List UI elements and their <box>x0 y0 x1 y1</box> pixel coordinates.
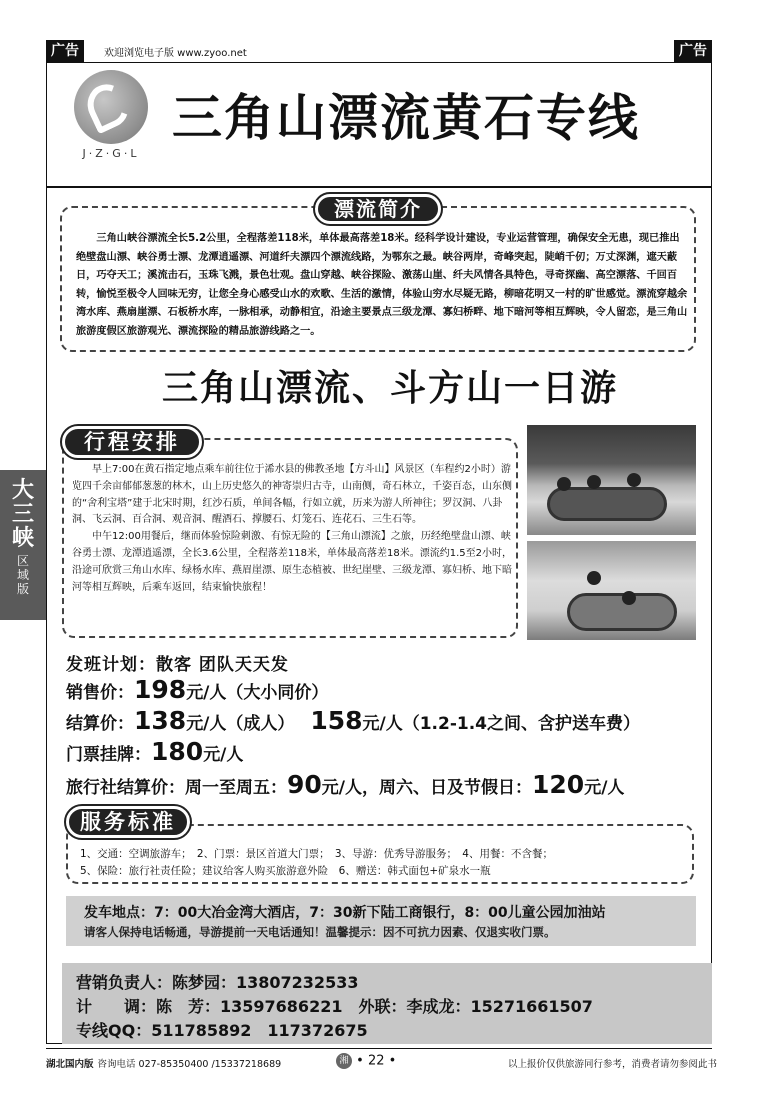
departure-note: 请客人保持电话畅通，导游提前一天电话通知！温馨提示：因不可抗力因素、仅退实收门票。 <box>84 925 556 939</box>
agency-weekday-value: 90 <box>287 770 322 799</box>
page-number <box>336 1053 416 1069</box>
intro-heading: 漂流简介 <box>315 194 441 224</box>
sale-price-label: 销售价： <box>66 683 134 703</box>
footer-phone[interactable]: 咨询电话 027-85350400 /15337218689 <box>97 1059 282 1070</box>
intro-body: 三角山峡谷漂流全长5.2公里，全程落差118米，单体最高落差18米。经科学设计建设，专业运营管理，确保安全无患，现已推出绝壁盘山漂、峡谷勇士漂、龙潭逍遥漂、河道纤夫漂四个漂流线路，为鄂东之最。峡谷两岸，奇峰突起，陡峭千仞；万丈深渊，遮天蔽日，巧夺天工；溪流击石，玉珠飞溅，景色壮观。盘山穿越、峡谷探险、激荡山崖、纤夫风情各具特色，寻奇探幽、高空漂落、千回百转，愉悦至极令人回味无穷，让您全身心感受山水的欢歌、生活的激情，体验山穷水尽疑无路，柳暗花明又一村的旷世感觉。漂流穿越余湾水库、燕扇崖漂、石板桥水库，一脉相承，动静相宜，沿途主要景点三级龙潭、寡妇桥畔、地下暗河等相互辉映，令人留恋，是三角山旅游度假区旅游观光、漂流探险的精品旅游线路之一。 <box>76 233 688 337</box>
rafter-figure <box>557 477 571 491</box>
ticket-price-label: 门票挂牌： <box>66 745 151 765</box>
contact-planner[interactable]: 计 调：陈 芳：13597686221 外联：李成龙：15271661507 <box>76 997 593 1016</box>
service-body <box>80 846 692 880</box>
raft-shape <box>547 487 667 521</box>
settle-adult-value: 138 <box>134 706 187 735</box>
contact-qq[interactable]: 专线QQ：511785892 117372675 <box>76 1021 368 1040</box>
title-divider <box>46 186 712 188</box>
settle-price-label: 结算价： <box>66 714 134 734</box>
settle-adult-suffix: 元/人（成人） <box>186 714 295 734</box>
logo-text: J·Z·G·L <box>82 147 140 160</box>
itinerary-paragraph-1: 早上7:00在黄石指定地点乘车前往位于浠水县的佛教圣地【方斗山】风景区（车程约2小时）游览四千余亩郁郁葱葱的林木，山上历史悠久的神寄崇归古寺，山南侧，奇石林立，千姿百态，山东侧的“舍利宝塔”建于北宋时期，红沙石质，单间各幅，行如立就，历来为游人所神往；罗汉洞、八卦洞、飞云洞、百合洞、观音洞、醒酒石、撑腰石、灯笼石、连花石、三生石等。 <box>72 464 512 526</box>
tour-title: 三角山漂流、斗方山一日游 <box>161 368 618 409</box>
sidebar-subtitle: 区域版 <box>16 554 29 596</box>
ticket-price-line <box>66 737 243 766</box>
service-line-1: 1、交通：空调旅游车； 2、门票：景区首道大门票； 3、导游：优秀导游服务； 4、用餐：不含餐； <box>80 848 553 860</box>
settle-child-value: 158 <box>310 706 363 735</box>
sale-price-suffix: 元/人（大小同价） <box>186 683 329 703</box>
service-heading: 服务标准 <box>66 806 190 838</box>
welcome-text[interactable]: 欢迎浏览电子版 www.zyoo.net <box>104 48 247 59</box>
contact-marketing[interactable]: 营销负责人：陈梦园：13807232533 <box>76 973 359 992</box>
footer-region: 湖北国内版 <box>46 1059 94 1070</box>
schedule-line: 发班计划：散客 团队天天发 <box>66 655 289 675</box>
page-number-text: • 22 • <box>356 1053 397 1069</box>
page-title: 三角山漂流黄石专线 <box>172 88 640 147</box>
agency-weekend-value: 120 <box>532 770 585 799</box>
ticket-price-value: 180 <box>151 737 204 766</box>
service-line-2: 5、保险：旅行社责任险；建议给客人购买旅游意外险 6、赠送：韩式面包+矿泉水一瓶 <box>80 865 491 877</box>
rafter-figure <box>587 571 601 585</box>
agency-price-suffix: 元/人 <box>584 778 625 798</box>
sale-price-value: 198 <box>134 675 187 704</box>
page-badge-icon: 湘 <box>336 1053 352 1069</box>
agency-price-mid: 元/人，周六、日及节假日： <box>321 778 533 798</box>
sale-price-line <box>66 675 328 704</box>
edition-sidebar <box>0 470 46 620</box>
ad-tag-right: 广告 <box>674 40 712 62</box>
agency-price-line <box>66 770 624 799</box>
rafter-figure <box>622 591 636 605</box>
settle-child-suffix: 元/人（1.2-1.4之间、含护送车费） <box>362 714 641 734</box>
top-bar <box>46 40 712 62</box>
ad-tag-left: 广告 <box>46 40 84 62</box>
footer-disclaimer: 以上报价仅供旅游同行参考，消费者请勿参阅此书 <box>507 1059 717 1070</box>
footer-info <box>46 1056 281 1070</box>
company-logo <box>70 70 152 162</box>
itinerary-body <box>72 462 514 596</box>
rafter-figure <box>627 473 641 487</box>
footer-divider <box>46 1048 712 1049</box>
departure-locations: 发车地点：7：00大冶金湾大酒店，7：30新下陆工商银行，8：00儿童公园加油站 <box>84 905 606 921</box>
settle-price-line <box>66 706 640 735</box>
agency-price-label: 旅行社结算价：周一至周五： <box>66 778 287 798</box>
sidebar-title: 大三峡 <box>11 477 34 551</box>
rafter-figure <box>587 475 601 489</box>
ticket-price-suffix: 元/人 <box>203 745 244 765</box>
itinerary-heading: 行程安排 <box>62 426 202 458</box>
itinerary-paragraph-2: 中午12:00用餐后，继而体验惊险刺激、有惊无险的【三角山漂流】之旅，历经绝壁盘山漂、峡谷勇士漂、龙潭逍遥漂，全长3.6公里，全程落差118米，单体最高落差18米。漂流约1.5至2小时，沿途可欣赏三角山水库、绿杨水库、燕眉崖漂、原生态植被、世纪崖壁、三级龙潭、寡妇桥、地下暗河等相互辉映，后乘车返回，结束愉快旅程！ <box>72 531 512 593</box>
rafting-photo-2 <box>527 541 696 640</box>
rafting-photo-1 <box>527 425 696 535</box>
